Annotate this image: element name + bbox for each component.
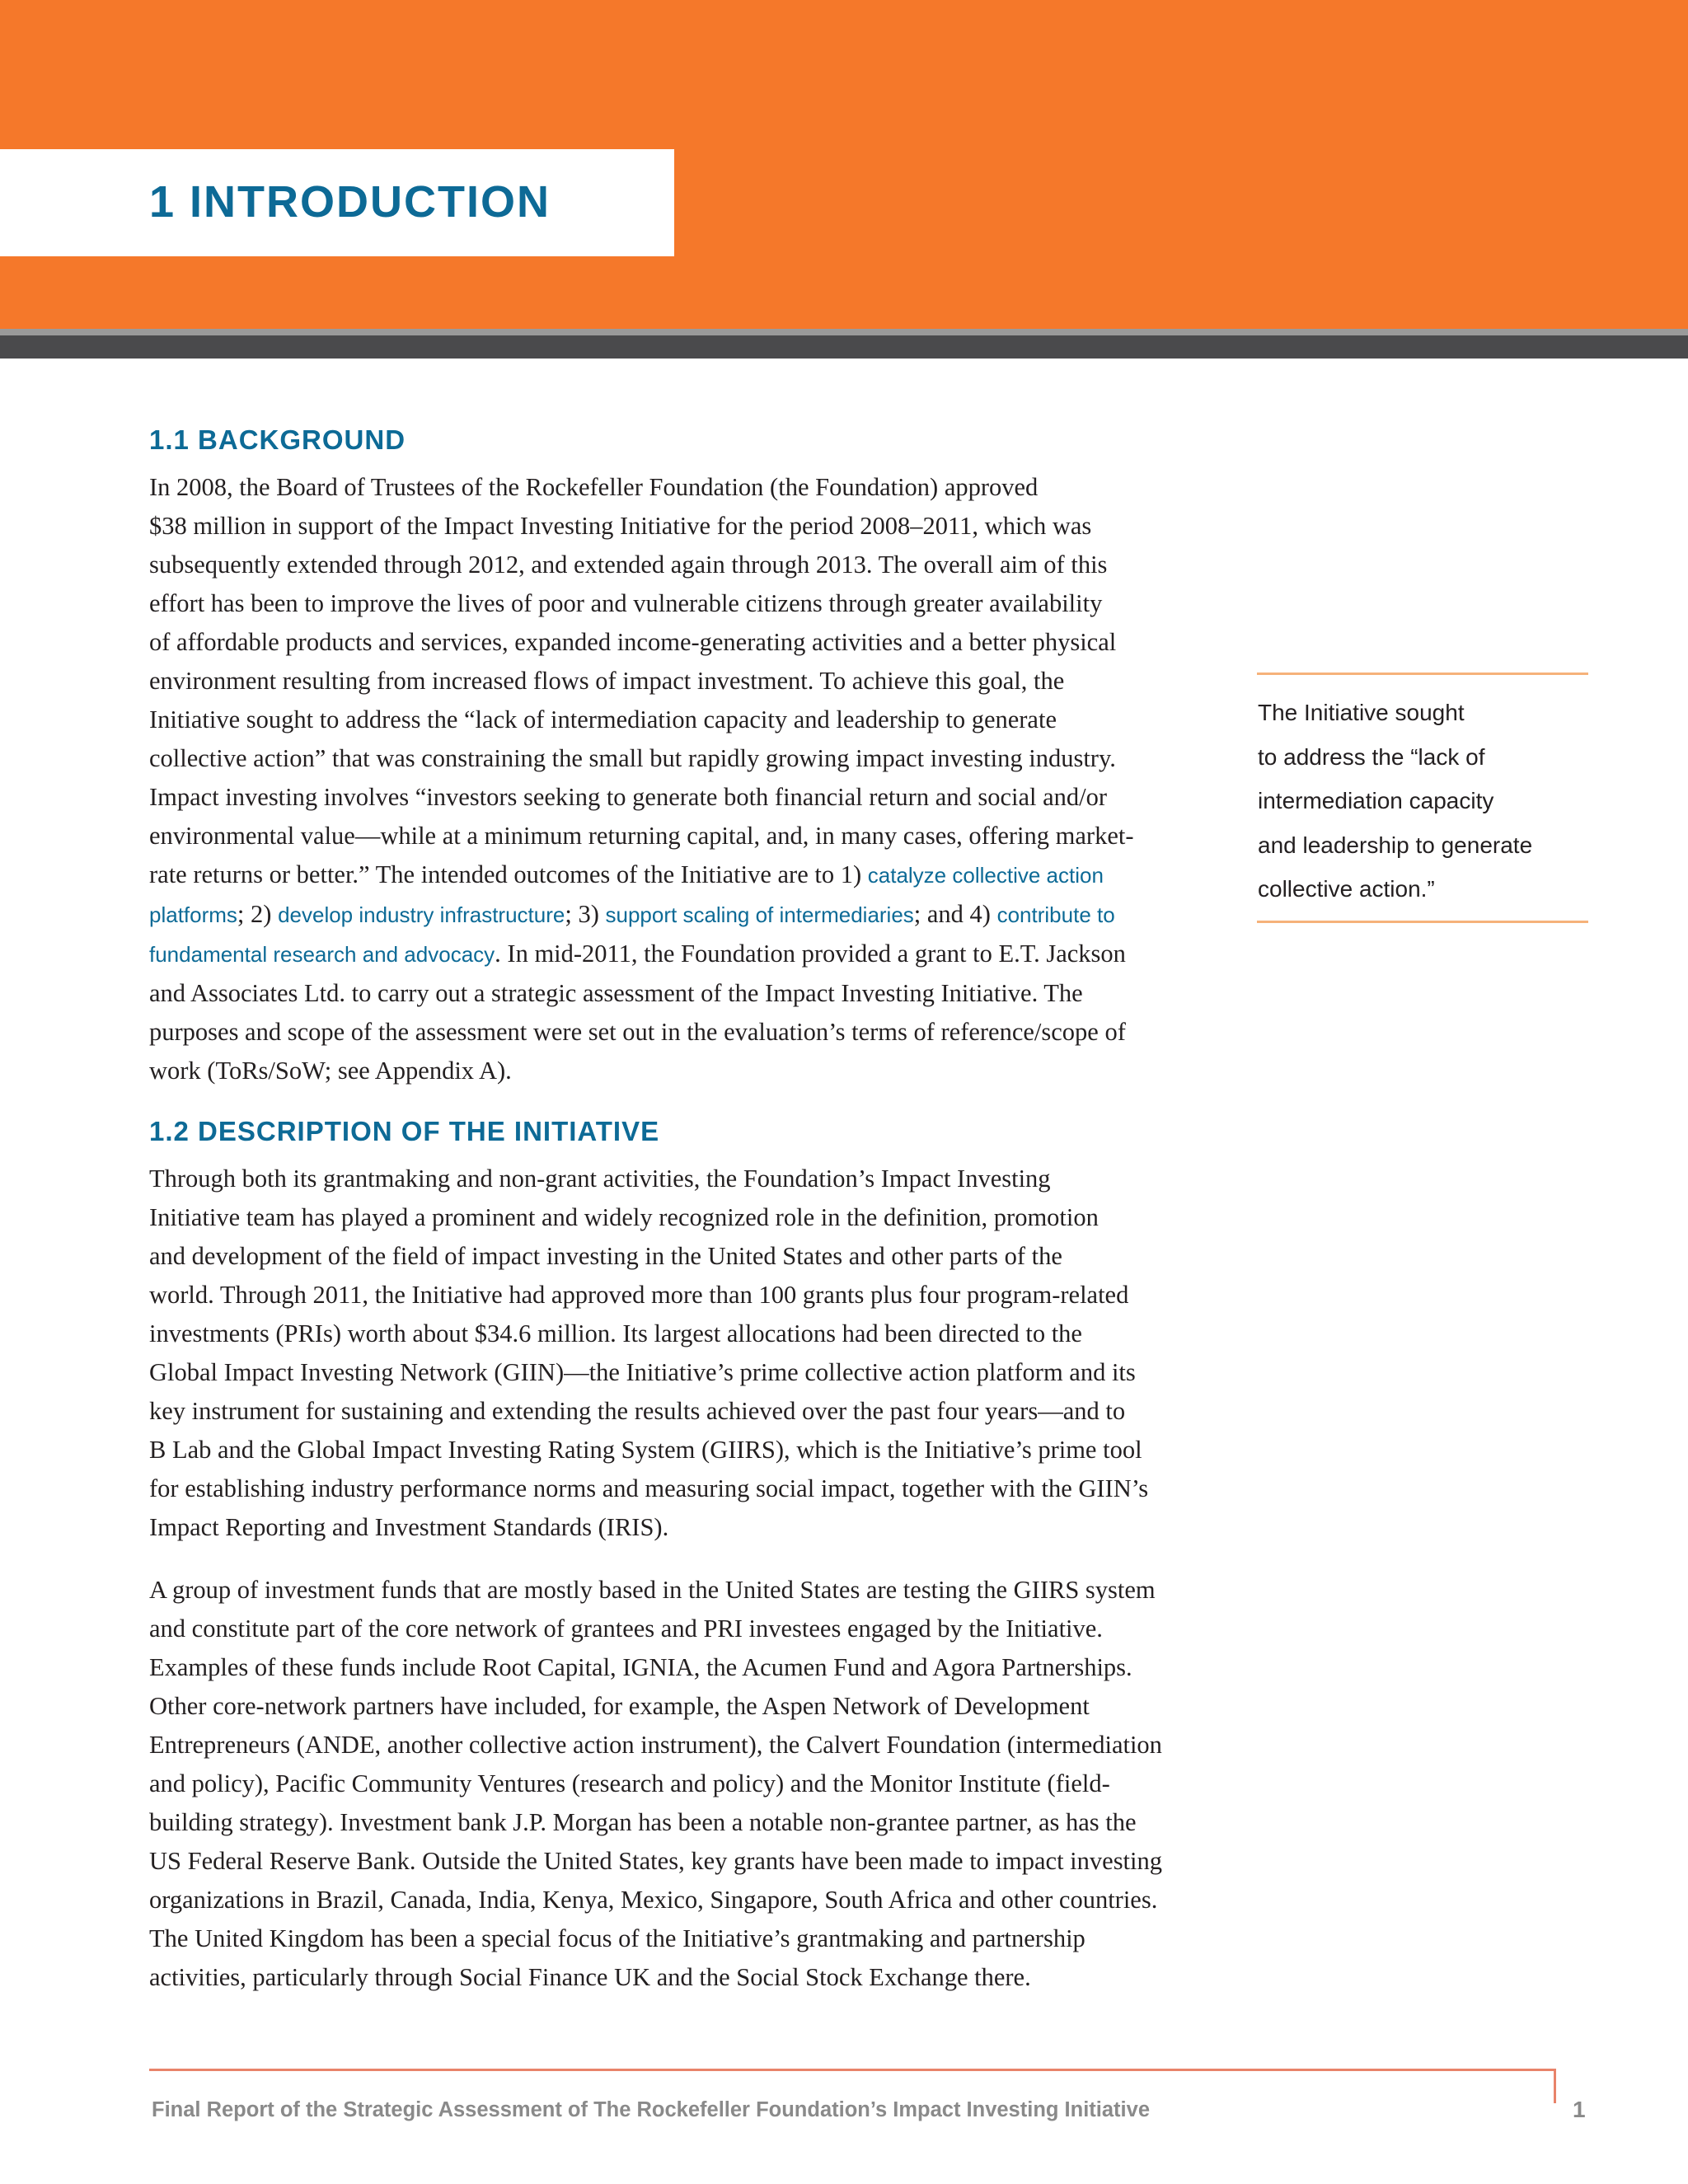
text-line: Other core-network partners have included, for example, the Aspen Network of Development [149,1692,1090,1720]
text-run: ; 3) [565,900,606,928]
text-line: Impact investing involves “investors seeking to generate both financial return and social and/or [149,783,1108,811]
text-line: Through both its grantmaking and non-grant activities, the Foundation’s Impact Investing [149,1165,1051,1193]
description-paragraph-2 [149,1571,1196,1997]
text-line [149,895,1196,935]
pullquote-line: The Initiative sought [1258,700,1465,725]
description-paragraph-1 [149,1160,1196,1547]
text-run: rate returns or better.” The intended outcomes of the Initiative are to 1) [149,860,868,888]
text-line: building strategy). Investment bank J.P. Morgan has been a notable non-grantee partner, as has the [149,1808,1137,1836]
text-line: The United Kingdom has been a special focus of the Initiative’s grantmaking and partnership [149,1924,1085,1952]
chapter-title: 1 INTRODUCTION [149,177,551,227]
text-line: and constitute part of the core network of grantees and PRI investees engaged by the Initiative. [149,1615,1103,1643]
text-run: ; 2) [237,900,279,928]
text-line: Global Impact Investing Network (GIIN)—the Initiative’s prime collective action platform and its [149,1358,1136,1386]
link-catalyze-collective-action[interactable]: catalyze collective action [867,863,1104,888]
pullquote-line: to address the “lack of [1258,743,1485,770]
text-run: . In mid-2011, the Foundation provided a grant to E.T. Jackson [495,940,1126,968]
text-line: investments (PRIs) worth about $34.6 million. Its largest allocations had been directed to the [149,1319,1082,1347]
text-line: activities, particularly through Social Finance UK and the Social Stock Exchange there. [149,1963,1031,1991]
link-contribute-to-research[interactable]: contribute to [996,902,1115,927]
banner-divider-dark [0,335,1688,359]
text-line: B Lab and the Global Impact Investing Rating System (GIIRS), which is the Initiative’s prime tool [149,1436,1142,1464]
banner-divider-light [0,329,1688,335]
text-line: world. Through 2011, the Initiative had approved more than 100 grants plus four program-related [149,1281,1129,1309]
section-heading-description: 1.2 DESCRIPTION OF THE INITIATIVE [149,1116,660,1146]
text-line: US Federal Reserve Bank. Outside the United States, key grants have been made to impact investing [149,1847,1163,1875]
text-line: effort has been to improve the lives of poor and vulnerable citizens through greater availability [149,589,1103,617]
link-catalyze-collective-action-cont[interactable]: platforms [149,902,237,927]
text-line: work (ToRs/SoW; see Appendix A). [149,1057,512,1085]
text-line: organizations in Brazil, Canada, India, Kenya, Mexico, Singapore, South Africa and other countries. [149,1886,1158,1914]
text-line: key instrument for sustaining and extending the results achieved over the past four years—and to [149,1397,1126,1425]
text-line [149,855,1196,895]
text-line: purposes and scope of the assessment were set out in the evaluation’s terms of reference/scope of [149,1018,1126,1046]
pullquote-line: intermediation capacity [1258,788,1494,813]
text-line: and policy), Pacific Community Ventures (research and policy) and the Monitor Institute (field- [149,1769,1110,1797]
text-run: ; and 4) [913,900,997,928]
link-develop-industry-infrastructure[interactable]: develop industry infrastructure [278,902,565,927]
text-line: $38 million in support of the Impact Investing Initiative for the period 2008–2011, which was [149,512,1092,540]
pullquote [1258,691,1587,912]
text-line: for establishing industry performance norms and measuring social impact, together with the GIIN’s [149,1474,1149,1502]
text-line: collective action” that was constraining the small but rapidly growing impact investing industry. [149,744,1116,772]
text-line: Initiative team has played a prominent and widely recognized role in the definition, promotion [149,1203,1099,1231]
text-line: environmental value—while at a minimum returning capital, and, in many cases, offering market- [149,822,1134,850]
background-paragraph [149,468,1196,1090]
text-line: Initiative sought to address the “lack of intermediation capacity and leadership to generate [149,705,1057,733]
text-line: Examples of these funds include Root Capital, IGNIA, the Acumen Fund and Agora Partnerships. [149,1653,1132,1681]
text-line: In 2008, the Board of Trustees of the Rockefeller Foundation (the Foundation) approved [149,473,1039,501]
text-line [149,935,1196,974]
pullquote-line: collective action.” [1258,876,1435,902]
footer-report-title: Final Report of the Strategic Assessment of The Rockefeller Foundation’s Impact Investing Initiative [152,2098,1151,2121]
link-contribute-to-research-cont[interactable]: fundamental research and advocacy [149,942,495,967]
text-line: Entrepreneurs (ANDE, another collective action instrument), the Calvert Foundation (intermediation [149,1731,1162,1759]
text-line: Impact Reporting and Investment Standards (IRIS). [149,1513,669,1541]
text-line: subsequently extended through 2012, and extended again through 2013. The overall aim of this [149,551,1108,579]
text-line: and Associates Ltd. to carry out a strategic assessment of the Impact Investing Initiative. The [149,979,1083,1007]
page-number: 1 [1573,2097,1586,2122]
pullquote-rule-top [1257,673,1588,675]
section-heading-background: 1.1 BACKGROUND [149,424,406,455]
text-line: of affordable products and services, expanded income-generating activities and a better physical [149,628,1117,656]
text-line: A group of investment funds that are mostly based in the United States are testing the GIIRS system [149,1576,1156,1604]
link-support-scaling-of-intermediaries[interactable]: support scaling of intermediaries [605,902,914,927]
text-line: and development of the field of impact investing in the United States and other parts of the [149,1242,1062,1270]
footer-rule-tick [1554,2069,1556,2103]
text-line: environment resulting from increased flows of impact investment. To achieve this goal, the [149,667,1065,695]
pullquote-line: and leadership to generate [1258,832,1533,858]
footer-rule [149,2069,1556,2071]
pullquote-rule-bottom [1257,921,1588,923]
